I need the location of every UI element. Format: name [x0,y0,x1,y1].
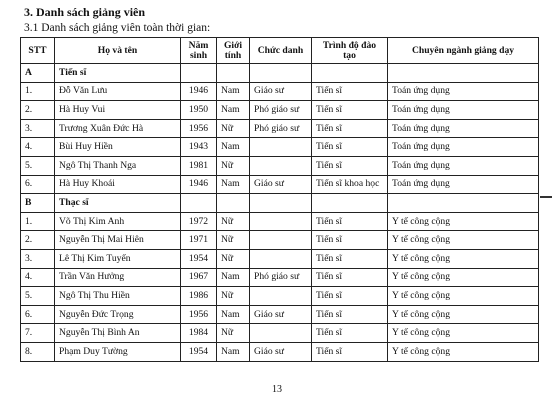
group-code: B [21,194,55,213]
cell-name: Đỗ Văn Lưu [55,82,181,101]
cell-degree: Tiến sĩ [312,82,388,101]
cell-gender: Nữ [217,119,250,138]
cell-degree: Tiến sĩ [312,212,388,231]
cell-name: Nguyễn Thị Mai Hiên [55,231,181,250]
cell-degree: Tiến sĩ [312,342,388,361]
cell-major: Y tế công cộng [388,324,539,343]
cell-year: 1971 [181,231,217,250]
cell-title [250,138,312,157]
cell-degree: Tiến sĩ [312,268,388,287]
cell-degree: Tiến sĩ [312,138,388,157]
cell-name: Phạm Duy Tường [55,342,181,361]
cell-title [250,287,312,306]
cell-major: Y tế công cộng [388,231,539,250]
cell-major: Y tế công cộng [388,268,539,287]
cell-name: Trương Xuân Đức Hà [55,119,181,138]
table-row [21,175,539,194]
table-row [21,212,539,231]
group-label: Tiến sĩ [55,64,181,83]
cell-year: 1967 [181,268,217,287]
empty-cell [217,64,250,83]
cell-major: Toán ứng dụng [388,101,539,120]
table-header [21,38,539,64]
cell-name: Trần Văn Hưởng [55,268,181,287]
cell-major: Toán ứng dụng [388,156,539,175]
table-row [21,287,539,306]
cell-title [250,231,312,250]
cell-stt: 1. [21,212,55,231]
cell-degree: Tiến sĩ [312,231,388,250]
header-major: Chuyên ngành giảng dạy [388,38,539,64]
cell-stt: 7. [21,324,55,343]
group-code: A [21,64,55,83]
cell-year: 1954 [181,249,217,268]
group-row [21,194,539,213]
cell-year: 1972 [181,212,217,231]
cell-major: Toán ứng dụng [388,138,539,157]
cell-title [250,249,312,268]
empty-cell [250,64,312,83]
cell-year: 1956 [181,305,217,324]
cell-stt: 3. [21,249,55,268]
cell-stt: 1. [21,82,55,101]
empty-cell [388,64,539,83]
cell-gender: Nam [217,101,250,120]
cell-major: Toán ứng dụng [388,119,539,138]
cell-major: Y tế công cộng [388,249,539,268]
cell-gender: Nữ [217,249,250,268]
table-row [21,138,539,157]
cell-stt: 2. [21,101,55,120]
cell-year: 1986 [181,287,217,306]
cell-name: Ngô Thị Thanh Nga [55,156,181,175]
cell-name: Nguyễn Thị Bình An [55,324,181,343]
cell-title: Giáo sư [250,175,312,194]
cell-degree: Tiến sĩ [312,249,388,268]
group-row [21,64,539,83]
cell-title: Giáo sư [250,82,312,101]
table-row [21,101,539,120]
cell-title [250,212,312,231]
cell-degree: Tiến sĩ [312,119,388,138]
cell-year: 1950 [181,101,217,120]
cell-stt: 4. [21,268,55,287]
cell-year: 1946 [181,175,217,194]
cell-name: Hà Huy Khoái [55,175,181,194]
table-row [21,249,539,268]
cell-stt: 4. [21,138,55,157]
margin-dash [540,196,552,198]
header-gender: Giới tính [217,38,250,64]
cell-year: 1954 [181,342,217,361]
table-row [21,324,539,343]
cell-stt: 3. [21,119,55,138]
cell-name: Nguyễn Đức Trọng [55,305,181,324]
header-year: Năm sinh [181,38,217,64]
section-heading: 3. Danh sách giảng viên [24,5,146,19]
table-row [21,231,539,250]
cell-gender: Nữ [217,287,250,306]
cell-name: Hà Huy Vui [55,101,181,120]
cell-title: Giáo sư [250,305,312,324]
empty-cell [217,194,250,213]
header-title: Chức danh [250,38,312,64]
cell-title: Phó giáo sư [250,101,312,120]
cell-stt: 8. [21,342,55,361]
cell-title [250,156,312,175]
header-name: Họ và tên [55,38,181,64]
cell-major: Y tế công cộng [388,342,539,361]
table-row [21,119,539,138]
table-row [21,305,539,324]
cell-gender: Nam [217,82,250,101]
page-number: 13 [272,384,282,395]
cell-title: Giáo sư [250,342,312,361]
cell-gender: Nam [217,138,250,157]
cell-name: Bùi Huy Hiền [55,138,181,157]
lecturer-table [20,37,539,362]
cell-degree: Tiến sĩ [312,324,388,343]
table-body [21,64,539,362]
subsection-heading: 3.1 Danh sách giảng viên toàn thời gian: [24,22,211,34]
cell-year: 1943 [181,138,217,157]
table-row [21,82,539,101]
cell-stt: 6. [21,305,55,324]
cell-major: Y tế công cộng [388,305,539,324]
cell-degree: Tiến sĩ [312,287,388,306]
cell-gender: Nữ [217,324,250,343]
cell-major: Toán ứng dụng [388,175,539,194]
header-degree: Trình độ đào tạo [312,38,388,64]
cell-gender: Nữ [217,212,250,231]
cell-degree: Tiến sĩ [312,101,388,120]
cell-stt: 2. [21,231,55,250]
cell-year: 1946 [181,82,217,101]
cell-year: 1984 [181,324,217,343]
empty-cell [312,64,388,83]
empty-cell [181,194,217,213]
cell-major: Toán ứng dụng [388,82,539,101]
table-row [21,342,539,361]
cell-major: Y tế công cộng [388,287,539,306]
cell-name: Võ Thị Kim Anh [55,212,181,231]
cell-title: Phó giáo sư [250,268,312,287]
cell-title: Phó giáo sư [250,119,312,138]
cell-gender: Nữ [217,156,250,175]
cell-degree: Tiến sĩ khoa học [312,175,388,194]
cell-degree: Tiến sĩ [312,305,388,324]
cell-stt: 5. [21,156,55,175]
cell-year: 1981 [181,156,217,175]
cell-stt: 6. [21,175,55,194]
cell-gender: Nam [217,305,250,324]
cell-gender: Nữ [217,231,250,250]
table-row [21,268,539,287]
cell-stt: 5. [21,287,55,306]
cell-gender: Nam [217,268,250,287]
header-stt: STT [21,38,55,64]
table-row [21,156,539,175]
cell-name: Ngô Thị Thu Hiền [55,287,181,306]
cell-gender: Nam [217,342,250,361]
cell-degree: Tiến sĩ [312,156,388,175]
empty-cell [312,194,388,213]
cell-year: 1956 [181,119,217,138]
empty-cell [250,194,312,213]
cell-name: Lê Thị Kim Tuyến [55,249,181,268]
cell-title [250,324,312,343]
group-label: Thạc sĩ [55,194,181,213]
cell-major: Y tế công cộng [388,212,539,231]
empty-cell [181,64,217,83]
empty-cell [388,194,539,213]
cell-gender: Nam [217,175,250,194]
